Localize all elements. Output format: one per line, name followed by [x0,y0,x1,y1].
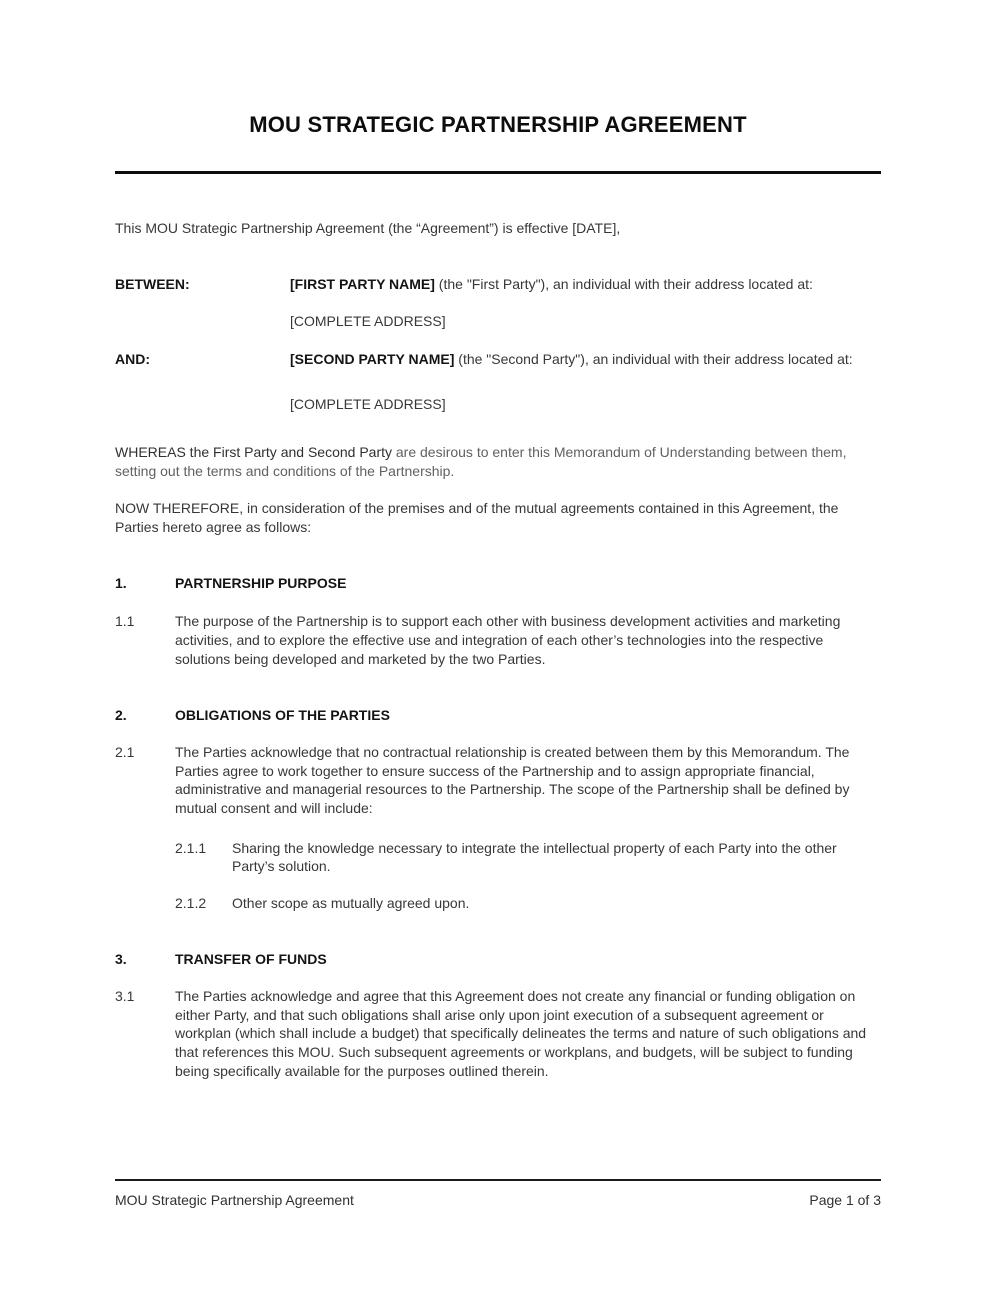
footer-document-title: MOU Strategic Partnership Agreement [115,1192,354,1208]
clause-2-1-body [175,743,881,912]
clause-1-1 [115,612,881,668]
first-party-address: [COMPLETE ADDRESS] [290,313,446,330]
between-label: BETWEEN: [115,275,190,292]
and-label: AND: [115,350,150,367]
intro-paragraph: This MOU Strategic Partnership Agreement (the “Agreement”) is effective [DATE], [115,220,621,236]
subclause-2-1-2-text: Other scope as mutually agreed upon. [232,894,470,911]
subclause-2-1-1 [175,839,881,876]
first-party-name: [FIRST PARTY NAME] [290,275,435,292]
now-therefore-paragraph: NOW THEREFORE, in consideration of the premises and of the mutual agreements contained in this Agreement, the Parties hereto agree as follows: [115,500,839,535]
footer-page-number: Page 1 of 3 [809,1192,881,1208]
second-party-description: (the "Second Party"), an individual with their address located at: [454,350,853,367]
whereas-lead: WHEREAS the First Party and Second Party [115,443,392,460]
subclause-2-1-2-number: 2.1.2 [175,894,207,911]
second-party-address: [COMPLETE ADDRESS] [290,396,446,413]
clause-2-1-text: The Parties acknowledge that no contractual relationship is created between them by this Memorandum. The Parties agree to work together to ensure success of the Partnership and to assign appropriate financial, administrative and managerial resources to the Partnership. The scope of the Partnership shall be defined by mutual consent and will include: [175,744,850,816]
section-3-heading [115,950,881,969]
and-row [115,350,881,369]
second-party-name: [SECOND PARTY NAME] [290,350,455,367]
clause-3-1-text: The Parties acknowledge and agree that this Agreement does not create any financial or funding obligation on either Party, and that such obligations shall arise only upon joint execution of a subsequent agreement or workplan (which shall include a budget) that specifically delineates the terms and nature of such obligations and that references this MOU. Such subsequent agreements or workplans, and budgets, will be subject to funding being specifically available for the purposes outlined therein. [175,988,867,1079]
second-party-text [290,350,881,369]
first-party-text [290,275,881,294]
between-row [115,275,881,294]
document-title: MOU STRATEGIC PARTNERSHIP AGREEMENT [249,112,747,137]
section-3-title: TRANSFER OF FUNDS [175,951,327,968]
whereas-body: are desirous to enter this Memorandum of Understanding between them, setting out the terms and conditions of the Partnership. [115,443,847,479]
clause-1-1-number: 1.1 [115,613,135,630]
subclause-2-1-2 [175,894,881,913]
whereas-paragraph [115,443,881,480]
subclause-2-1-1-text: Sharing the knowledge necessary to integrate the intellectual property of each Party into the other Party’s solution. [232,839,837,875]
section-2-title: OBLIGATIONS OF THE PARTIES [175,707,390,724]
first-party-description: (the "First Party"), an individual with their address located at: [434,275,813,292]
clause-3-1-number: 3.1 [115,988,135,1005]
clause-3-1 [115,987,881,1080]
section-2-heading [115,706,881,725]
section-3-number: 3. [115,951,127,968]
section-2-number: 2. [115,707,127,724]
clause-1-1-text: The purpose of the Partnership is to support each other with business development activities and marketing activities, and to explore the effective use and integration of each other’s technologies into the respective solutions being developed and marketed by the two Parties. [175,613,841,667]
clause-2-1-number: 2.1 [115,744,135,761]
section-1-number: 1. [115,575,127,592]
clause-2-1 [115,743,881,912]
section-1-heading [115,574,881,593]
page-footer [115,1179,881,1210]
subclause-2-1-1-number: 2.1.1 [175,839,207,856]
title-divider [115,171,881,174]
section-1-title: PARTNERSHIP PURPOSE [175,575,347,592]
